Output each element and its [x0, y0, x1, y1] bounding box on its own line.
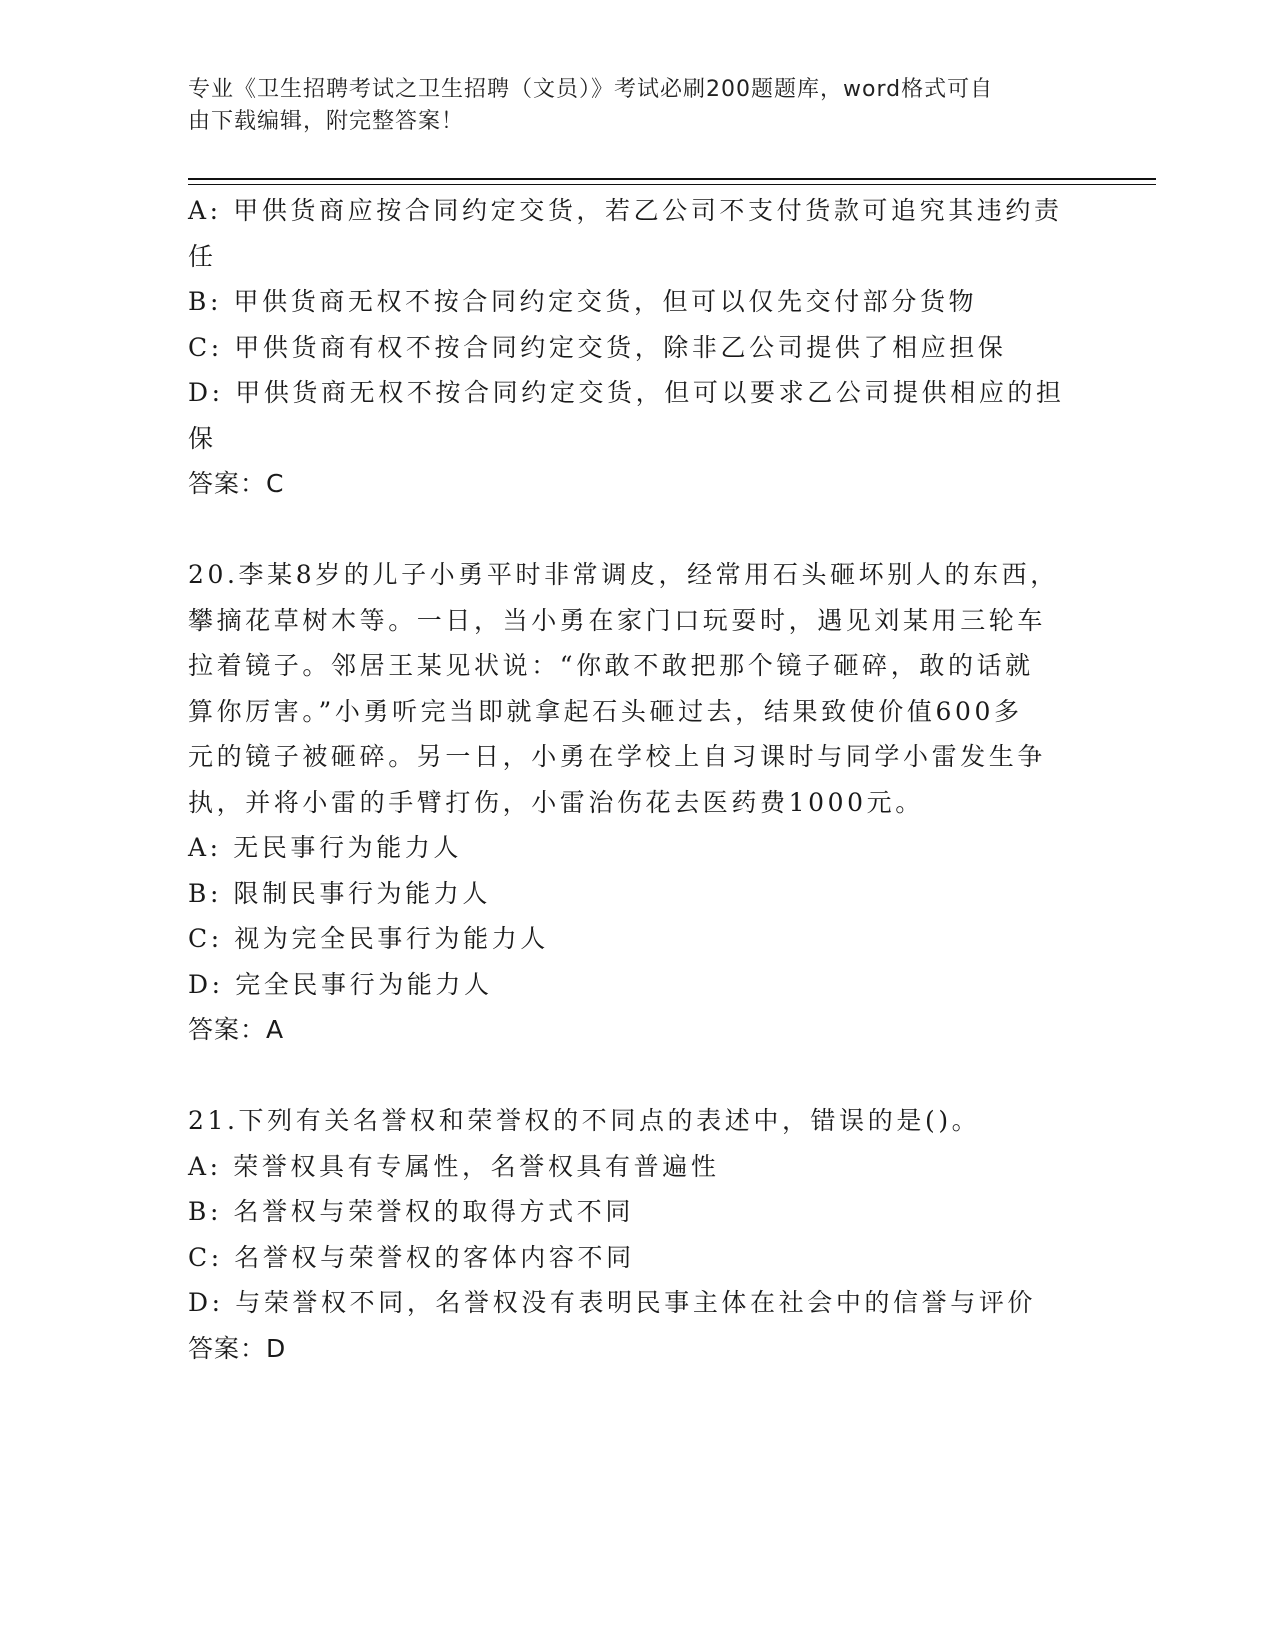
q20-option-c: C: 视为完全民事行为能力人	[188, 924, 549, 953]
q19-option-d-line-1: D: 甲供货商无权不按合同约定交货，但可以要求乙公司提供相应的担	[188, 378, 1065, 407]
q20-option-d: D: 完全民事行为能力人	[188, 969, 493, 999]
q21-stem: 21.下列有关名誉权和荣誉权的不同点的表述中，错误的是()。	[188, 1106, 981, 1135]
q19-answer: 答案：C	[188, 469, 285, 498]
q20-option-a: A: 无民事行为能力人	[188, 833, 463, 862]
question-spacer	[188, 1053, 1078, 1099]
q19-option-a-line-2: 任	[188, 241, 217, 271]
question-19	[188, 188, 1078, 507]
q20-stem-line: 元的镜子被砸碎。另一日，小勇在学校上自习课时与同学小雷发生争	[188, 742, 1047, 771]
q20-stem-line: 20.李某8岁的儿子小勇平时非常调皮，经常用石头砸坏别人的东西，	[188, 560, 1059, 589]
q20-stem-line: 算你厉害。”小勇听完当即就拿起石头砸过去，结果致使价值600多	[188, 696, 1023, 726]
q20-stem-line: 拉着镜子。邻居王某见状说：“你敢不敢把那个镜子砸碎，敢的话就	[188, 651, 1034, 680]
q20-option-b: B: 限制民事行为能力人	[188, 878, 491, 908]
q19-option-c: C: 甲供货商有权不按合同约定交货，除非乙公司提供了相应担保	[188, 332, 1007, 362]
q21-option-c: C: 名誉权与荣誉权的客体内容不同	[188, 1242, 635, 1272]
document-body	[188, 188, 1078, 1371]
q20-stem-line: 执，并将小雷的手臂打伤，小雷治伤花去医药费1000元。	[188, 787, 924, 817]
question-20	[188, 552, 1078, 1053]
header-line-1: 专业《卫生招聘考试之卫生招聘（文员）》考试必刷200题题库，word格式可自	[188, 77, 994, 102]
q21-option-a: A: 荣誉权具有专属性，名誉权具有普遍性	[188, 1151, 720, 1181]
header-divider-thin	[188, 184, 1156, 185]
q21-option-b: B: 名誉权与荣誉权的取得方式不同	[188, 1197, 634, 1226]
q19-option-b: B: 甲供货商无权不按合同约定交货，但可以仅先交付部分货物	[188, 287, 978, 316]
question-spacer	[188, 507, 1078, 553]
header-line-2: 由下载编辑，附完整答案！	[188, 109, 465, 134]
q21-option-d: D: 与荣誉权不同，名誉权没有表明民事主体在社会中的信誉与评价	[188, 1288, 1037, 1317]
q20-answer: 答案：A	[188, 1015, 285, 1044]
q20-stem-line: 攀摘花草树木等。一日，当小勇在家门口玩耍时，遇见刘某用三轮车	[188, 605, 1047, 635]
document-header	[188, 74, 1068, 138]
q21-answer: 答案：D	[188, 1333, 287, 1363]
header-divider-thick	[188, 178, 1156, 180]
q19-option-a-line-1: A: 甲供货商应按合同约定交货，若乙公司不支付货款可追究其违约责	[188, 196, 1063, 225]
q19-option-d-line-2: 保	[188, 423, 217, 453]
question-21	[188, 1098, 1078, 1371]
